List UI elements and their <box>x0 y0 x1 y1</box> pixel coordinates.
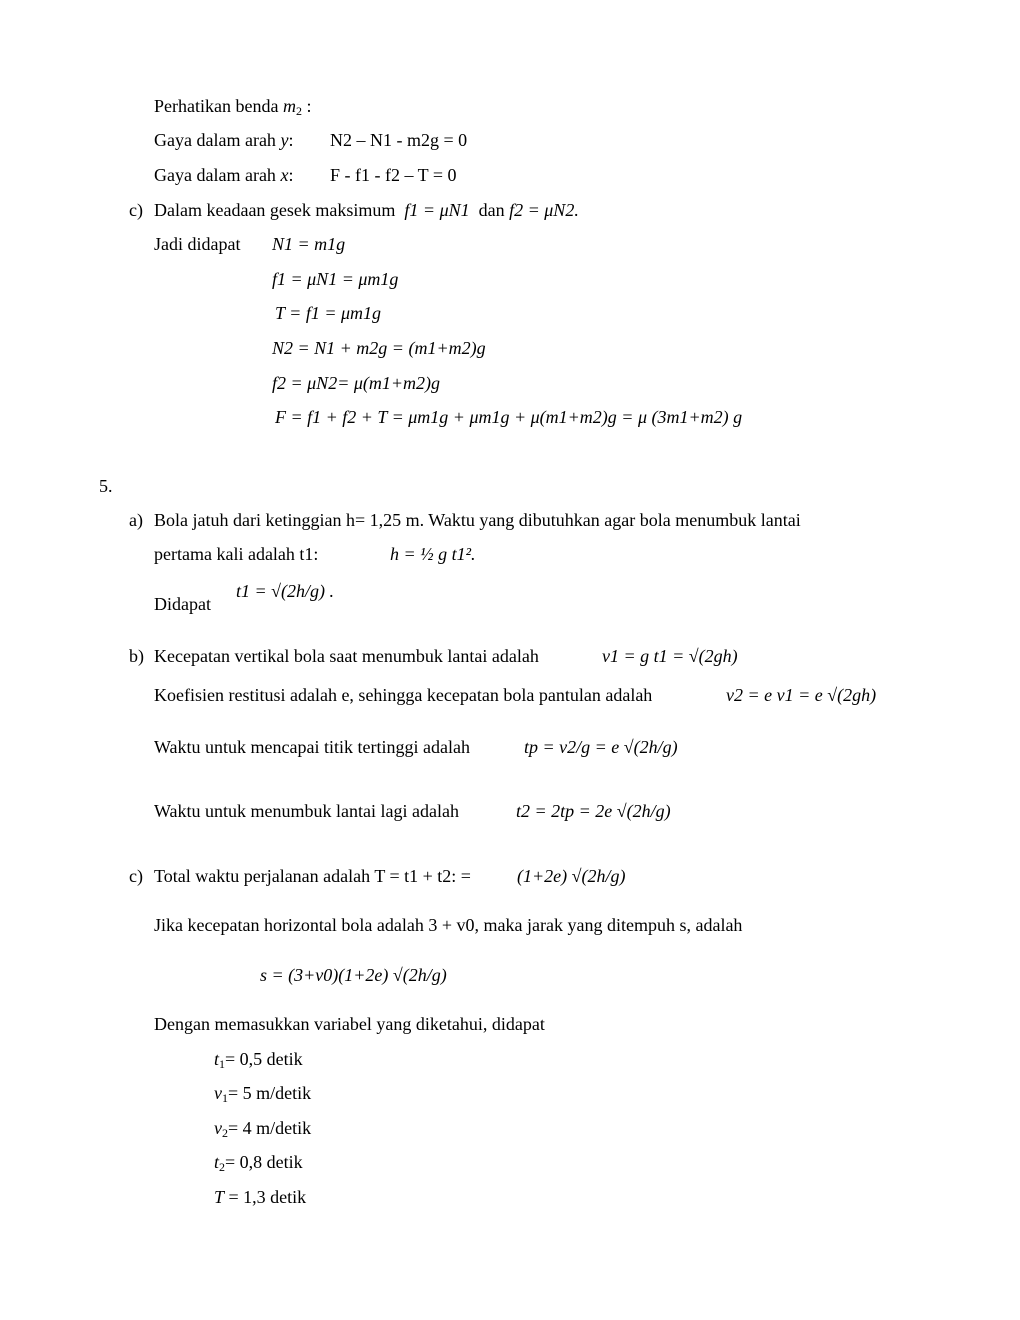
part5-a-line2 <box>154 543 318 565</box>
m2-intro-var: m <box>282 96 296 116</box>
part5-b-eq3-text: tp = v2/g = e √(2h/g) <box>524 737 678 757</box>
part5-a-marker-text: a) <box>129 510 143 530</box>
part5-a-line1-text: Bola jatuh dari ketinggian h= 1,25 m. Waktu yang dibutuhkan agar bola menumbuk lantai <box>154 510 801 530</box>
eq-t <box>275 302 381 324</box>
part5-c-marker <box>129 865 143 887</box>
part4-c-text <box>154 199 579 221</box>
part4-c-marker <box>129 199 143 221</box>
part5-b-line2 <box>154 684 652 706</box>
part4-c-eq1: f1 = μN1 <box>404 200 470 220</box>
part4-c-text-label: Dalam keadaan gesek maksimum <box>154 200 396 220</box>
force-x-line: Gaya dalam arah x: <box>154 165 294 185</box>
force-x-axis: x <box>280 165 289 185</box>
result-v2 <box>214 1117 311 1139</box>
result-v1 <box>214 1082 311 1104</box>
part4-c-dan: dan <box>478 200 505 220</box>
result-t1 <box>214 1048 303 1070</box>
part5-b-eq2-text: v2 = e v1 = e √(2gh) <box>726 685 877 705</box>
part5-b-line1 <box>154 645 539 667</box>
force-x-label: Gaya dalam arah <box>154 165 276 185</box>
part5-a-result <box>236 580 334 602</box>
force-y-eq: N2 – N1 - m2g = 0 <box>330 130 468 150</box>
part4-c-eq2: f2 = μN2. <box>509 200 579 220</box>
part5-c-line3 <box>154 1013 545 1035</box>
part5-b-eq1-text: v1 = g t1 = √(2gh) <box>602 646 738 666</box>
result-t1-var: t <box>214 1049 220 1069</box>
part5-c-line1 <box>154 865 471 887</box>
part5-c-line2-text: Jika kecepatan horizontal bola adalah 3 + v0, maka jarak yang ditempuh s, adalah <box>154 915 743 935</box>
part5-c-eq2 <box>260 964 447 986</box>
part5-b-line2-text: Koefisien restitusi adalah e, sehingga kecepatan bola pantulan adalah <box>154 685 653 705</box>
result-v2-var: v <box>214 1118 222 1138</box>
part5-c-eq2-text: s = (3+v0)(1+2e) √(2h/g) <box>260 965 447 985</box>
part5-b-eq4-text: t2 = 2tp = 2e √(2h/g) <box>516 801 671 821</box>
part5-b-line4-text: Waktu untuk menumbuk lantai lagi adalah <box>154 801 459 821</box>
force-y-axis: y <box>280 130 289 150</box>
part5-a-eq <box>390 543 476 565</box>
m2-intro <box>154 95 311 117</box>
force-y-equation <box>330 129 467 151</box>
result-t1-sub: 1 <box>219 1057 226 1071</box>
part5-b-eq3 <box>524 736 678 758</box>
part5-c-marker-text: c) <box>129 866 143 886</box>
result-t2-sub: 2 <box>219 1160 226 1174</box>
force-x-eq: F - f1 - f2 – T = 0 <box>330 165 457 185</box>
result-total-t-var: T <box>214 1187 225 1207</box>
part5-b-marker <box>129 645 144 667</box>
part5-a-result-text: t1 = √(2h/g) . <box>236 581 335 601</box>
force-y-line: Gaya dalam arah y: <box>154 130 294 150</box>
m2-intro-sub: 2 <box>295 104 302 118</box>
part5-b-line3-text: Waktu untuk mencapai titik tertinggi adalah <box>154 737 470 757</box>
part5-a-marker <box>129 509 143 531</box>
result-v1-text: = 5 m/detik <box>228 1083 312 1103</box>
part5-a-didapat <box>154 593 211 615</box>
eq-f1-text: f1 = μN1 = μm1g <box>272 269 399 289</box>
part5-c-line2 <box>154 914 742 936</box>
result-v2-text: = 4 m/detik <box>228 1118 312 1138</box>
part5-a-didapat-text: Didapat <box>154 594 211 614</box>
result-t2 <box>214 1151 303 1173</box>
part5-b-line1-text: Kecepatan vertikal bola saat menumbuk lantai adalah <box>154 646 539 666</box>
result-v1-var: v <box>214 1083 222 1103</box>
eq-t-text: T = f1 = μm1g <box>275 303 382 323</box>
force-y-label: Gaya dalam arah <box>154 130 276 150</box>
part5-a-line2-text: pertama kali adalah t1: <box>154 544 319 564</box>
part5-b-line3 <box>154 736 470 758</box>
eq-f2-text: f2 = μN2= μ(m1+m2)g <box>272 373 441 393</box>
part5-c-line3-text: Dengan memasukkan variabel yang diketahui, didapat <box>154 1014 545 1034</box>
part5-a-line1 <box>154 509 801 531</box>
m2-intro-colon: : <box>306 96 312 116</box>
part4-c-marker-text: c) <box>129 200 143 220</box>
result-total-t-text: = 1,3 detik <box>224 1187 307 1207</box>
eq-f-text: F = f1 + f2 + T = μm1g + μm1g + μ(m1+m2)g = μ (3m1+m2) g <box>275 407 743 427</box>
part5-b-eq4 <box>516 800 671 822</box>
part5-b-eq1 <box>602 645 738 667</box>
m2-intro-label: Perhatikan benda <box>154 96 279 116</box>
part5-b-marker-text: b) <box>129 646 144 666</box>
question-5-number <box>99 475 113 497</box>
part5-c-line1-text: Total waktu perjalanan adalah T = t1 + t2: = <box>154 866 471 886</box>
result-v1-sub: 1 <box>222 1091 228 1105</box>
part5-b-eq2 <box>726 684 876 706</box>
eq-f1 <box>272 268 398 290</box>
part5-b-line4 <box>154 800 459 822</box>
result-t2-text: = 0,8 detik <box>225 1152 303 1172</box>
part5-c-eq1-text: (1+2e) √(2h/g) <box>517 866 626 886</box>
eq-n1 <box>272 233 345 255</box>
eq-f2 <box>272 372 440 394</box>
jadi-label-text: Jadi didapat <box>154 234 241 254</box>
question-5-number-text: 5. <box>99 476 113 496</box>
jadi-label <box>154 233 240 255</box>
eq-n1-text: N1 = m1g <box>272 234 346 254</box>
result-t1-text: = 0,5 detik <box>225 1049 303 1069</box>
part5-c-eq1 <box>517 865 626 887</box>
eq-n2 <box>272 337 486 359</box>
eq-f <box>275 406 742 428</box>
result-t2-var: t <box>214 1152 220 1172</box>
force-x-equation <box>330 164 456 186</box>
eq-n2-text: N2 = N1 + m2g = (m1+m2)g <box>272 338 486 358</box>
part5-a-eq-text: h = ½ g t1². <box>390 544 476 564</box>
result-v2-sub: 2 <box>222 1126 228 1140</box>
result-total-t <box>214 1186 306 1208</box>
